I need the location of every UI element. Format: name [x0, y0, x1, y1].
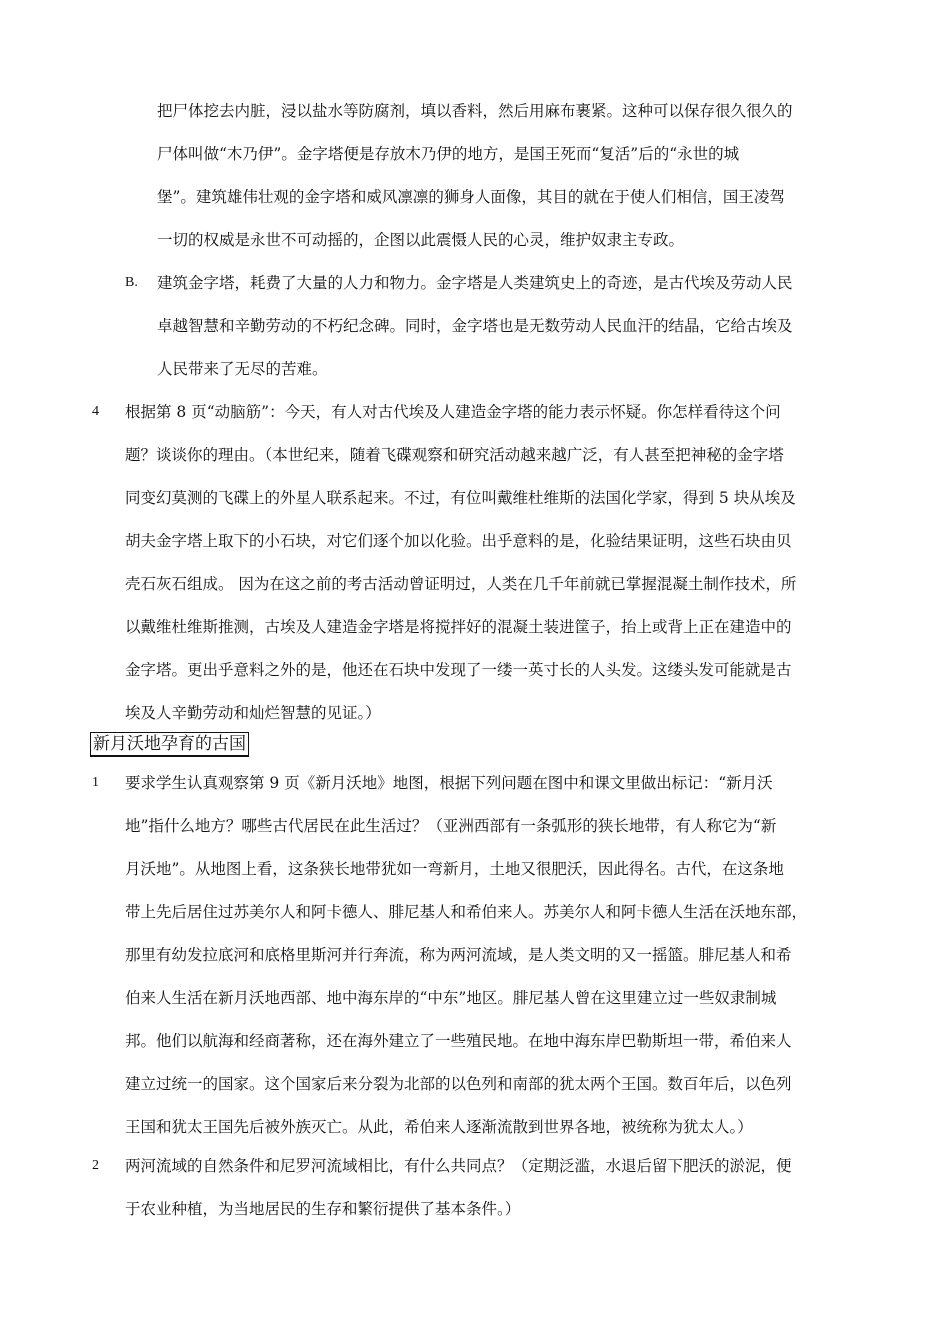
text-line: 要求学生认真观察第 9 页《新月沃地》地图，根据下列问题在图中和课文里做出标记：“新月沃 [125, 774, 773, 792]
text-line: 两河流域的自然条件和尼罗河流域相比，有什么共同点？（定期泛滥，水退后留下肥沃的淤泥，便 [125, 1157, 792, 1175]
list-number: 4 [92, 404, 99, 419]
text-line: 月沃地”。从地图上看，这条狭长地带犹如一弯新月，土地又很肥沃，因此得名。古代，在这条地 [125, 860, 784, 878]
text-line: 那里有幼发拉底河和底格里斯河并行奔流，称为两河流域，是人类文明的又一摇篮。腓尼基人和希 [125, 946, 792, 964]
text-line: 邦。他们以航海和经商著称，还在海外建立了一些殖民地。在地中海东岸巴勒斯坦一带，希伯来人 [125, 1032, 792, 1050]
text-line: 王国和犹太王国先后被外族灭亡。从此，希伯来人逐渐流散到世界各地，被统称为犹太人。） [125, 1118, 753, 1136]
text-line: 建立过统一的国家。这个国家后来分裂为北部的以色列和南部的犹太两个王国。数百年后，以色列 [125, 1075, 792, 1093]
text-line: 题？谈谈你的理由。（本世纪来，随着飞碟观察和研究活动越来越广泛，有人甚至把神秘的金字塔 [125, 446, 784, 464]
text-line: 金字塔。更出乎意料之外的是，他还在石块中发现了一缕一英寸长的人头发。这缕头发可能就是古 [125, 661, 792, 679]
text-line: 埃及人辛勤劳动和灿烂智慧的见证。） [125, 704, 381, 722]
text-line: 尸体叫做“木乃伊”。金字塔便是存放木乃伊的地方，是国王死而“复活”后的“永世的城 [157, 145, 740, 163]
text-line: 于农业种植，为当地居民的生存和繁衍提供了基本条件。） [125, 1200, 521, 1218]
list-number: 2 [92, 1158, 99, 1173]
text-line: 把尸体挖去内脏，浸以盐水等防腐剂，填以香料，然后用麻布裹紧。这种可以保存很久很久的 [157, 102, 793, 120]
section-title: 新月沃地孕育的古国 [90, 732, 249, 757]
text-line: 根据第 8 页“动脑筋”：今天，有人对古代埃及人建造金字塔的能力表示怀疑。你怎样看待这个问 [125, 403, 781, 421]
text-line: 胡夫金字塔上取下的小石块，对它们逐个加以化验。出乎意料的是，化验结果证明，这些石块由贝 [125, 532, 792, 550]
text-line: 同变幻莫测的飞碟上的外星人联系起来。不过，有位叫戴维杜维斯的法国化学家，得到 5 块从埃及 [125, 489, 796, 507]
list-number: 1 [92, 775, 99, 790]
text-line: 建筑金字塔，耗费了大量的人力和物力。金字塔是人类建筑史上的奇迹，是古代埃及劳动人民 [157, 274, 793, 292]
text-line: 一切的权威是永世不可动摇的，企图以此震慑人民的心灵，维护奴隶主专政。 [157, 231, 685, 249]
text-line: 卓越智慧和辛勤劳动的不朽纪念碑。同时，金字塔也是无数劳动人民血汗的结晶，它给古埃及 [157, 317, 793, 335]
text-line: 地”指什么地方？哪些古代居民在此生活过？（亚洲西部有一条弧形的狭长地带，有人称它为“新 [125, 817, 777, 835]
text-line: 堡”。建筑雄伟壮观的金字塔和威风凛凛的狮身人面像，其目的就在于使人们相信，国王凌驾 [157, 188, 785, 206]
text-line: 带上先后居住过苏美尔人和阿卡德人、腓尼基人和希伯来人。苏美尔人和阿卡德人生活在沃地东部， [125, 903, 808, 921]
text-line: 以戴维杜维斯推测，古埃及人建造金字塔是将搅拌好的混凝土装进筐子，抬上或背上正在建造中的 [125, 618, 792, 636]
text-line: 人民带来了无尽的苦难。 [157, 360, 328, 378]
list-marker: B. [125, 275, 138, 290]
text-line: 伯来人生活在新月沃地西部、地中海东岸的“中东”地区。腓尼基人曾在这里建立过一些奴隶制城 [125, 989, 777, 1007]
text-line: 壳石灰石组成。 因为在这之前的考古活动曾证明过，人类在几千年前就已掌握混凝土制作技术，所 [125, 575, 797, 593]
